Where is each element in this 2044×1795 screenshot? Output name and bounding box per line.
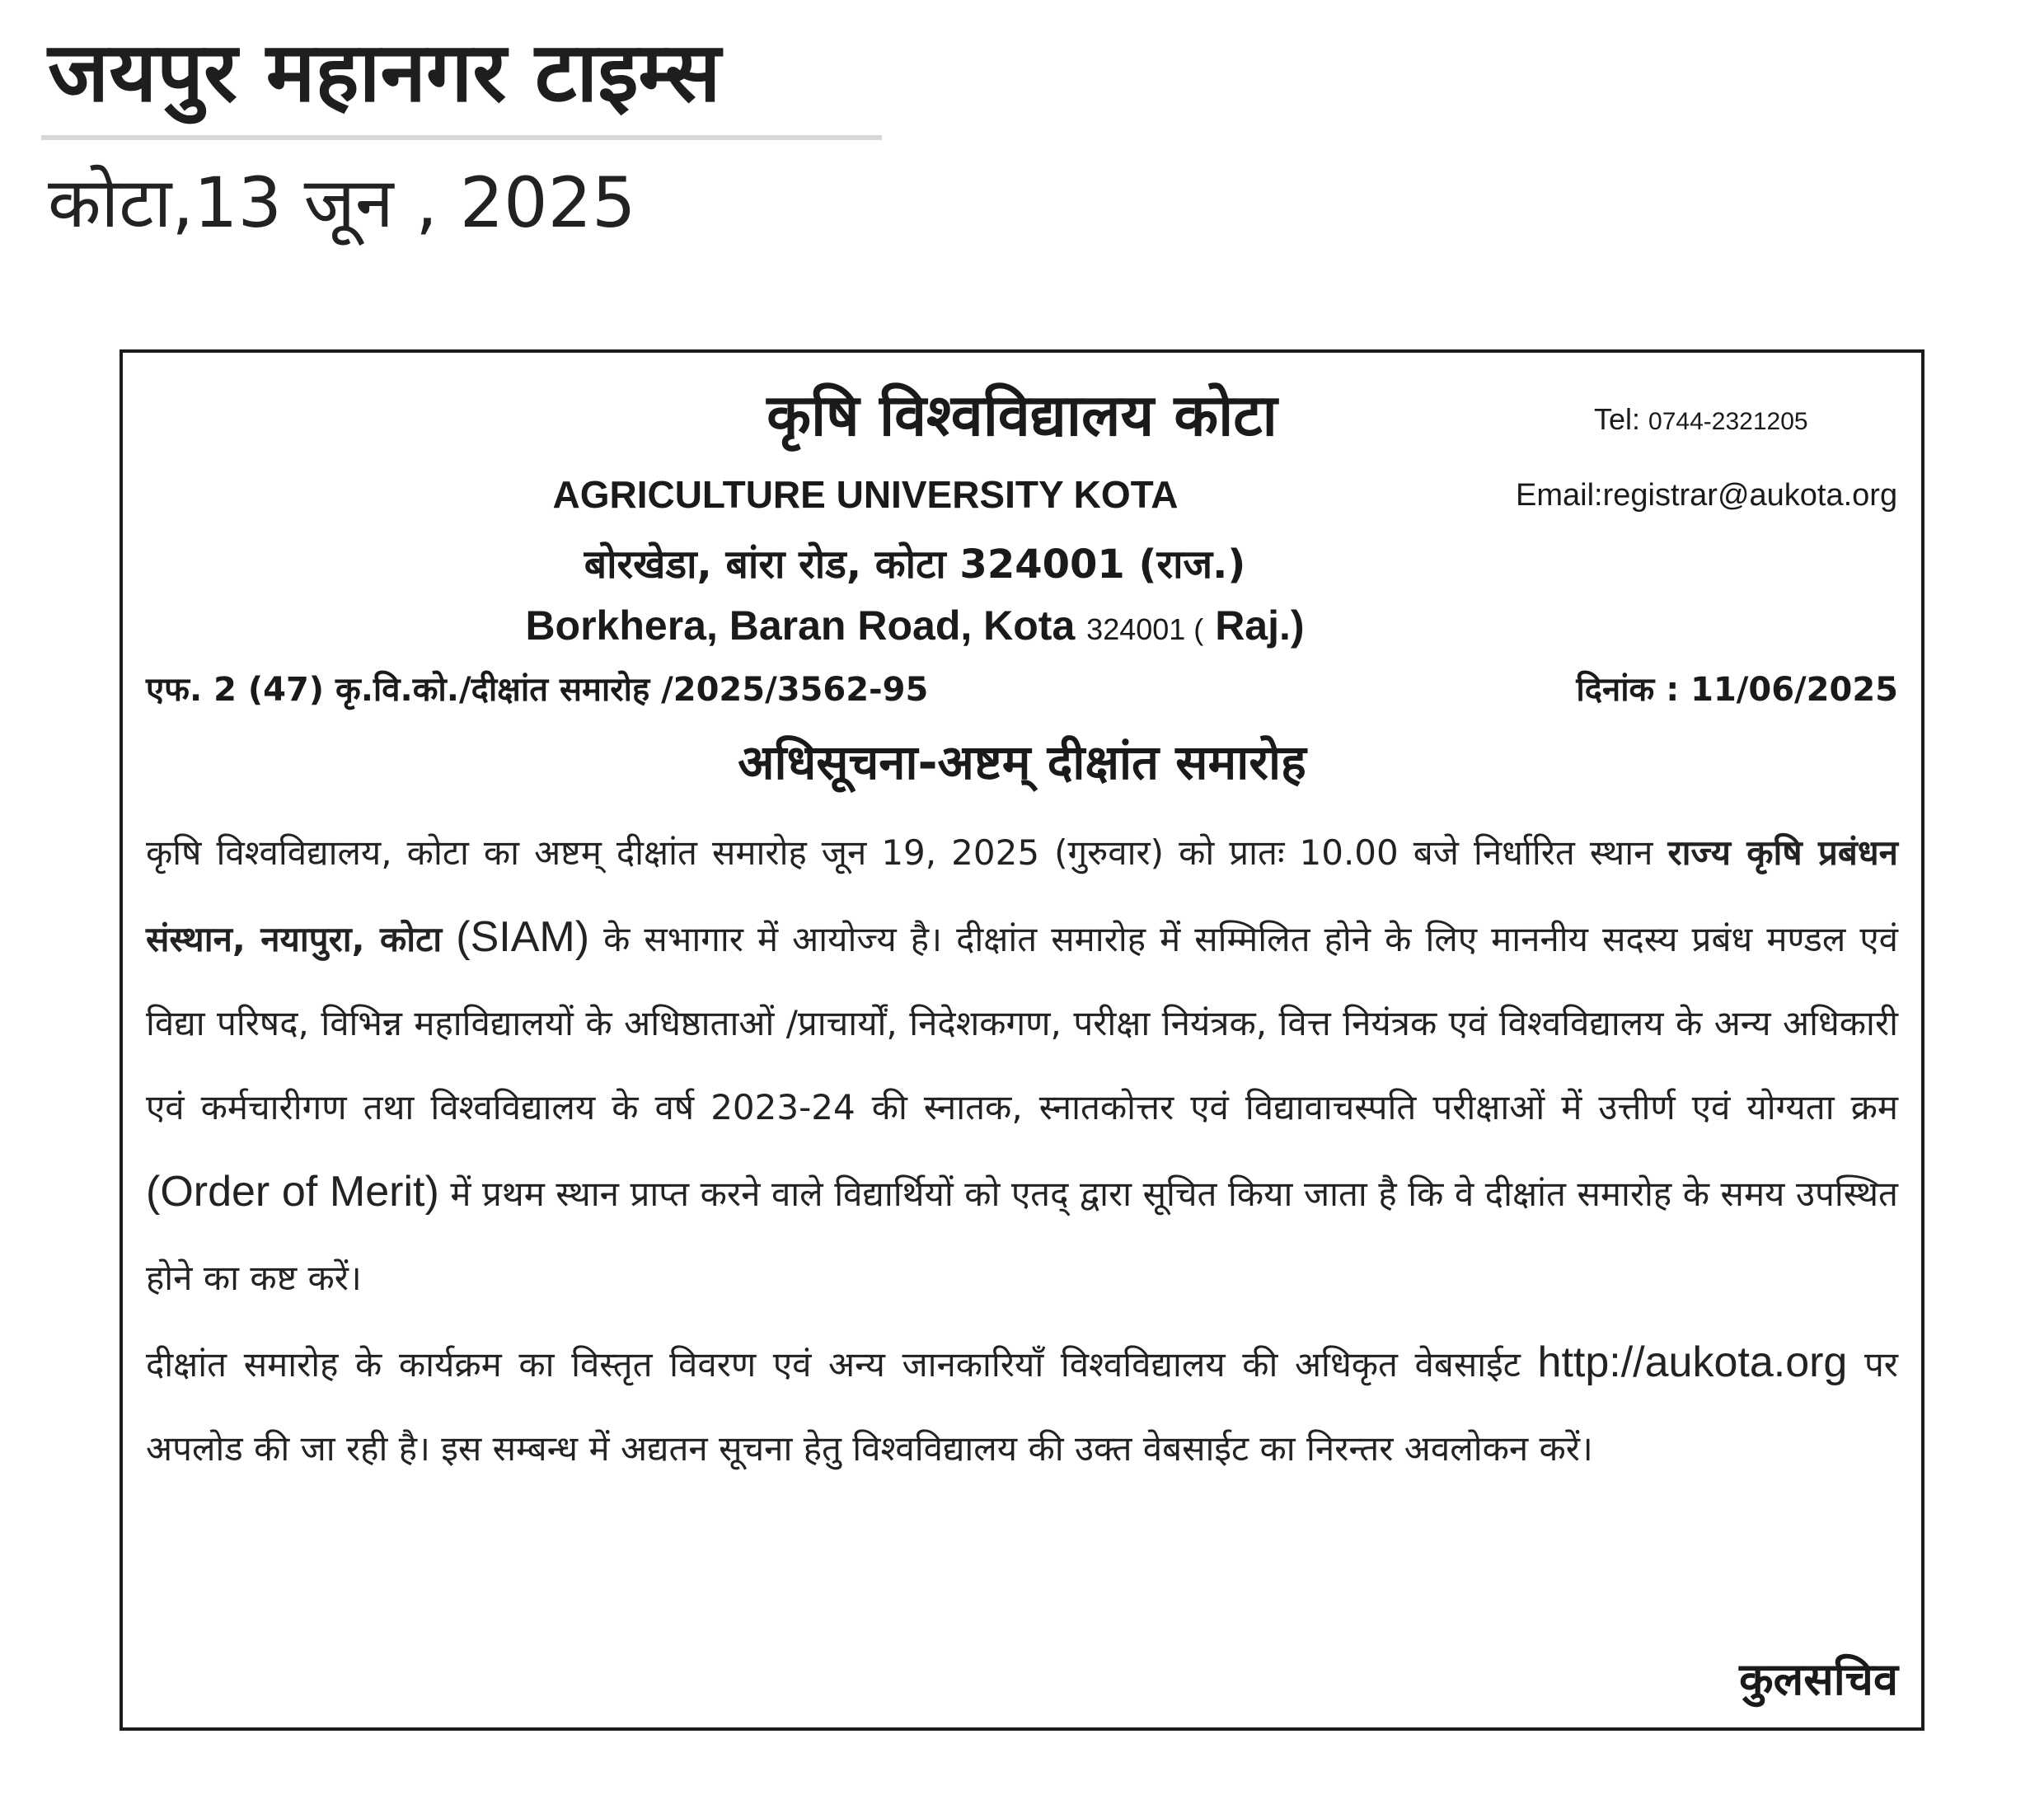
- notice-box: [120, 349, 1924, 1731]
- address-english-state: Raj.): [1215, 602, 1305, 649]
- address-english-main: Borkhera, Baran Road, Kota: [525, 602, 1076, 649]
- notice-date: दिनांक : 11/06/2025: [1576, 671, 1898, 709]
- body-text: कृषि विश्वविद्यालय, कोटा का अष्टम् दीक्षांत समारोह जून 19, 2025 (गुरुवार) को प्रातः 10.00 बजे निर्धारित स्थान: [146, 832, 1668, 873]
- telephone-label: Tel:: [1594, 402, 1641, 436]
- telephone-line: [1594, 399, 1808, 443]
- reference-number: एफ. 2 (47) कृ.वि.को./दीक्षांत समारोह /2025/3562-95: [146, 671, 929, 709]
- university-name-hindi: कृषि विश्वविद्यालय कोटा: [766, 382, 1278, 449]
- body-text: पर अपलोड की जा रही है। इस सम्बन्ध में अद्यतन सूचना हेतु विश्वविद्यालय की उक्त वेबसाईट का निरन्तर अवलोकन करें।: [146, 1344, 1898, 1469]
- email-line: Email:registrar@aukota.org: [1516, 478, 1898, 513]
- signature-registrar: कुलसचिव: [1739, 1653, 1898, 1705]
- masthead-divider: [41, 135, 882, 140]
- body-text: दीक्षांत समारोह के कार्यक्रम का विस्तृत विवरण एवं अन्य जानकारियाँ विश्वविद्यालय की अधिकृत वेबसाईट: [146, 1344, 1538, 1385]
- website-link[interactable]: http://aukota.org: [1537, 1338, 1848, 1386]
- address-english: [123, 597, 1921, 658]
- body-text: में प्रथम स्थान प्राप्त करने वाले विद्यार्थियों को एतद् द्वारा सूचित किया जाता है कि वे दीक्षांत समारोह के समय उपस्थित होने का कष्ट करें।: [146, 1174, 1898, 1298]
- telephone-number: 0744-2321205: [1648, 408, 1808, 435]
- venue-abbreviation: (SIAM): [456, 913, 590, 961]
- address-hindi: बोरखेडा, बांरा रोड, कोटा 324001 (राज.): [584, 541, 1246, 588]
- notice-title: अधिसूचना-अष्टम् दीक्षांत समारोह: [738, 734, 1306, 790]
- notice-body: [146, 811, 1898, 1491]
- university-name-english: AGRICULTURE UNIVERSITY KOTA: [552, 473, 1179, 516]
- body-text: के सभागार में आयोज्य है। दीक्षांत समारोह में सम्मिलित होने के लिए माननीय सदस्य प्रबंध मण्डल एवं विद्या परिषद, विभिन्न महाविद्यालयों के अधिष्ठाताओं /प्राचार्यों, निदेशकगण, परीक्षा नियंत्रक, वित्त नियंत्रक एवं विश्वविद्यालय के अन्य अधिकारी एवं कर्मचारीगण तथा विश्वविद्यालय के वर्ष 2023-24 की स्नातक, स्नातकोत्तर एवं विद्यावाचस्पति परीक्षाओं में उत्तीर्ण एवं योग्यता क्रम: [146, 919, 1898, 1127]
- venue-name: राज्य कृषि प्रबंधन संस्थान, नयापुरा, कोटा: [146, 832, 1898, 959]
- address-english-pin: 324001 (: [1086, 612, 1204, 646]
- newspaper-name: जयपुर महानगर टाइम्स: [48, 24, 721, 120]
- order-of-merit-text: (Order of Merit): [146, 1168, 439, 1216]
- dateline: कोटा,13 जून , 2025: [48, 162, 636, 243]
- newspaper-masthead: [48, 15, 880, 243]
